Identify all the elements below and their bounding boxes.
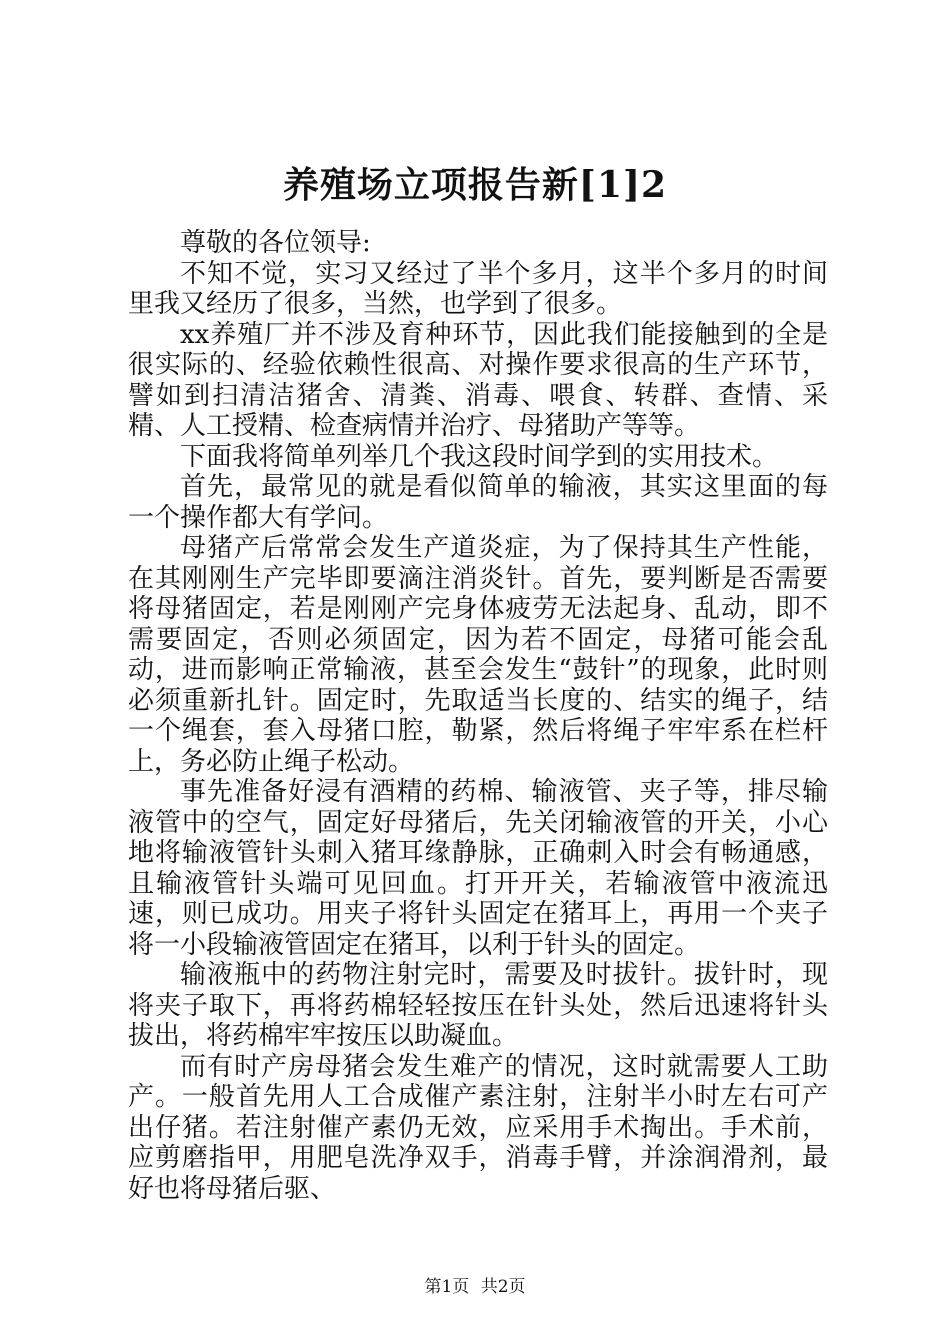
paragraph: 母猪产后常常会发生产道炎症，为了保持其生产性能，在其刚刚生产完毕即要滴注消炎针。首先，要判断是否需要将母猪固定，若是刚刚产完身体疲劳无法起身、乱动，即不需要固定，否则必须固定，因为若不固定，母猪可能会乱动，进而影响正常输液，甚至会发生“鼓针”的现象，此时则必须重新扎针。固定时，先取适当长度的、结实的绳子，结一个绳套，套入母猪口腔，勒紧，然后将绳子牢牢系在栏杆上，务必防止绳子松动。 — [128, 533, 828, 777]
paragraph: 事先准备好浸有酒精的药棉、输液管、夹子等，排尽输液管中的空气，固定好母猪后，先关闭输液管的开关，小心地将输液管针头刺入猪耳缘静脉，正确刺入时会有畅通感，且输液管针头端可见回血。打开开关，若输液管中液流迅速，则已成功。用夹子将针头固定在猪耳上，再用一个夹子将一小段输液管固定在猪耳，以利于针头的固定。 — [128, 777, 828, 960]
paragraph-salutation: 尊敬的各位领导: — [180, 228, 371, 258]
paragraph: 不知不觉，实习又经过了半个多月，这半个多月的时间里我又经历了很多，当然，也学到了很多。 — [128, 258, 828, 319]
page-number: 第1页 — [424, 1277, 470, 1297]
document-body — [128, 228, 828, 1204]
document-title: 养殖场立项报告新[1]2 — [282, 164, 668, 206]
paragraph: xx养殖厂并不涉及育种环节，因此我们能接触到的全是很实际的、经验依赖性很高、对操作要求很高的生产环节，譬如到扫清洁猪舍、清粪、消毒、喂食、转群、查情、采精、人工授精、检查病情并治疗、母猪助产等等。 — [128, 319, 828, 441]
paragraph: 下面我将简单列举几个我这段时间学到的实用技术。 — [180, 441, 779, 472]
page-footer — [0, 1275, 950, 1299]
paragraph: 首先，最常见的就是看似简单的输液，其实这里面的每一个操作都大有学问。 — [128, 472, 828, 533]
paragraph: 输液瓶中的药物注射完时，需要及时拔针。拔针时，现将夹子取下，再将药棉轻轻按压在针头处，然后迅速将针头拔出，将药棉牢牢按压以助凝血。 — [128, 960, 828, 1051]
paragraph: 而有时产房母猪会发生难产的情况，这时就需要人工助产。一般首先用人工合成催产素注射，注射半小时左右可产出仔猪。若注射催产素仍无效，应采用手术掏出。手术前，应剪磨指甲，用肥皂洗净双手，消毒手臂，并涂润滑剂，最好也将母猪后驱、 — [128, 1051, 828, 1204]
page-total: 共2页 — [480, 1277, 526, 1297]
